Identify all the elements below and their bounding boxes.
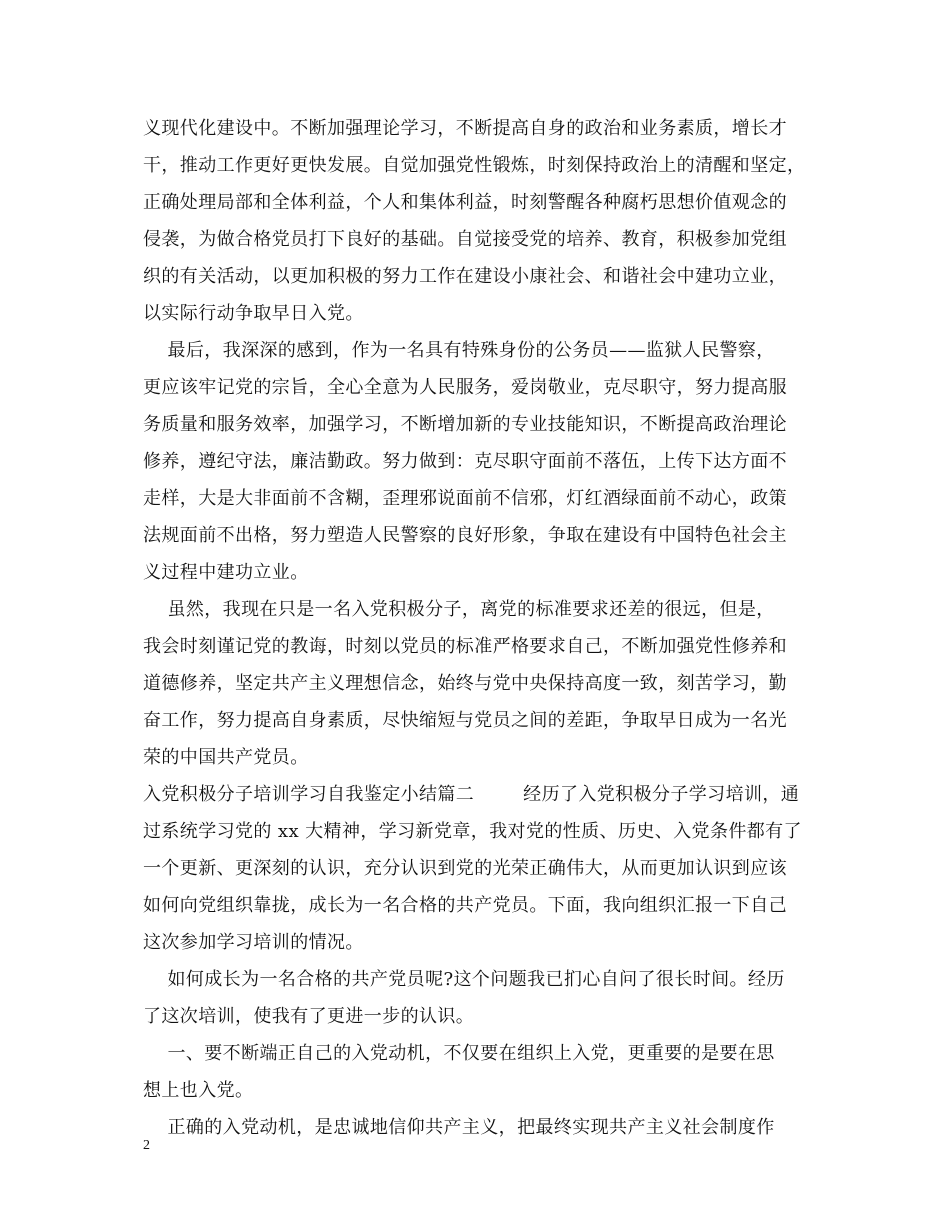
text-line: 这次参加学习培训的情况。 [143,932,364,953]
text-line: 正确处理局部和全体利益，个人和集体利益，时刻警醒各种腐朽思想价值观念的 [143,192,787,213]
text-line: 荣的中国共产党员。 [143,747,309,768]
page-number: 2 [143,1138,150,1153]
text-line: 务质量和服务效率，加强学习，不断增加新的专业技能知识，不断提高政治理论 [143,414,787,435]
text-line: 如何成长为一名合格的共产党员呢?这个问题我已扪心自问了很长时间。经历 [143,969,785,990]
text-line: 我会时刻谨记党的教诲，时刻以党员的标准严格要求自己，不断加强党性修养和 [143,636,787,657]
text-line: 侵袭，为做合格党员打下良好的基础。自觉接受党的培养、教育，积极参加党组 [143,229,787,250]
text-line: 过系统学习党的 xx 大精神，学习新党章，我对党的性质、历史、入党条件都有了 [143,821,802,842]
text-line: 义过程中建功立业。 [143,562,309,583]
text-line: 更应该牢记党的宗旨，全心全意为人民服务，爱岗敬业，克尽职守，努力提高服 [143,377,787,398]
text-line: 道德修养，坚定共产主义理想信念，始终与党中央保持高度一致，刻苦学习，勤 [143,673,787,694]
section-heading-line: 入党积极分子培训学习自我鉴定小结篇二 经历了入党积极分子学习培训，通 [143,784,800,805]
text-line: 奋工作，努力提高自身素质，尽快缩短与党员之间的差距，争取早日成为一名光 [143,710,787,731]
text-line: 走样，大是大非面前不含糊，歪理邪说面前不信邪，灯红酒绿面前不动心，政策 [143,488,787,509]
text-line: 以实际行动争取早日入党。 [143,303,364,324]
text-line: 最后，我深深的感到，作为一名具有特殊身份的公务员——监狱人民警察， [143,340,775,361]
text-line: 想上也入党。 [143,1080,254,1101]
text-line: 义现代化建设中。不断加强理论学习，不断提高自身的政治和业务素质，增长才 [143,118,787,139]
text-line: 一、要不断端正自己的入党动机，不仅要在组织上入党，更重要的是要在思 [143,1043,775,1064]
text-line: 正确的入党动机，是忠诚地信仰共产主义，把最终实现共产主义社会制度作 [143,1117,775,1138]
text-line: 如何向党组织靠拢，成长为一名合格的共产党员。下面，我向组织汇报一下自己 [143,895,787,916]
text-line: 法规面前不出格，努力塑造人民警察的良好形象，争取在建设有中国特色社会主 [143,525,787,546]
text-line: 织的有关活动，以更加积极的努力工作在建设小康社会、和谐社会中建功立业， [143,266,787,287]
text-line: 了这次培训，使我有了更进一步的认识。 [143,1006,475,1027]
text-line: 修养，遵纪守法，廉洁勤政。努力做到：克尽职守面前不落伍，上传下达方面不 [143,451,787,472]
text-line: 一个更新、更深刻的认识，充分认识到党的光荣正确伟大，从而更加认识到应该 [143,858,787,879]
text-line: 虽然，我现在只是一名入党积极分子，离党的标准要求还差的很远，但是， [143,599,775,620]
text-line: 干，推动工作更好更快发展。自觉加强党性锻炼，时刻保持政治上的清醒和坚定， [143,155,806,176]
